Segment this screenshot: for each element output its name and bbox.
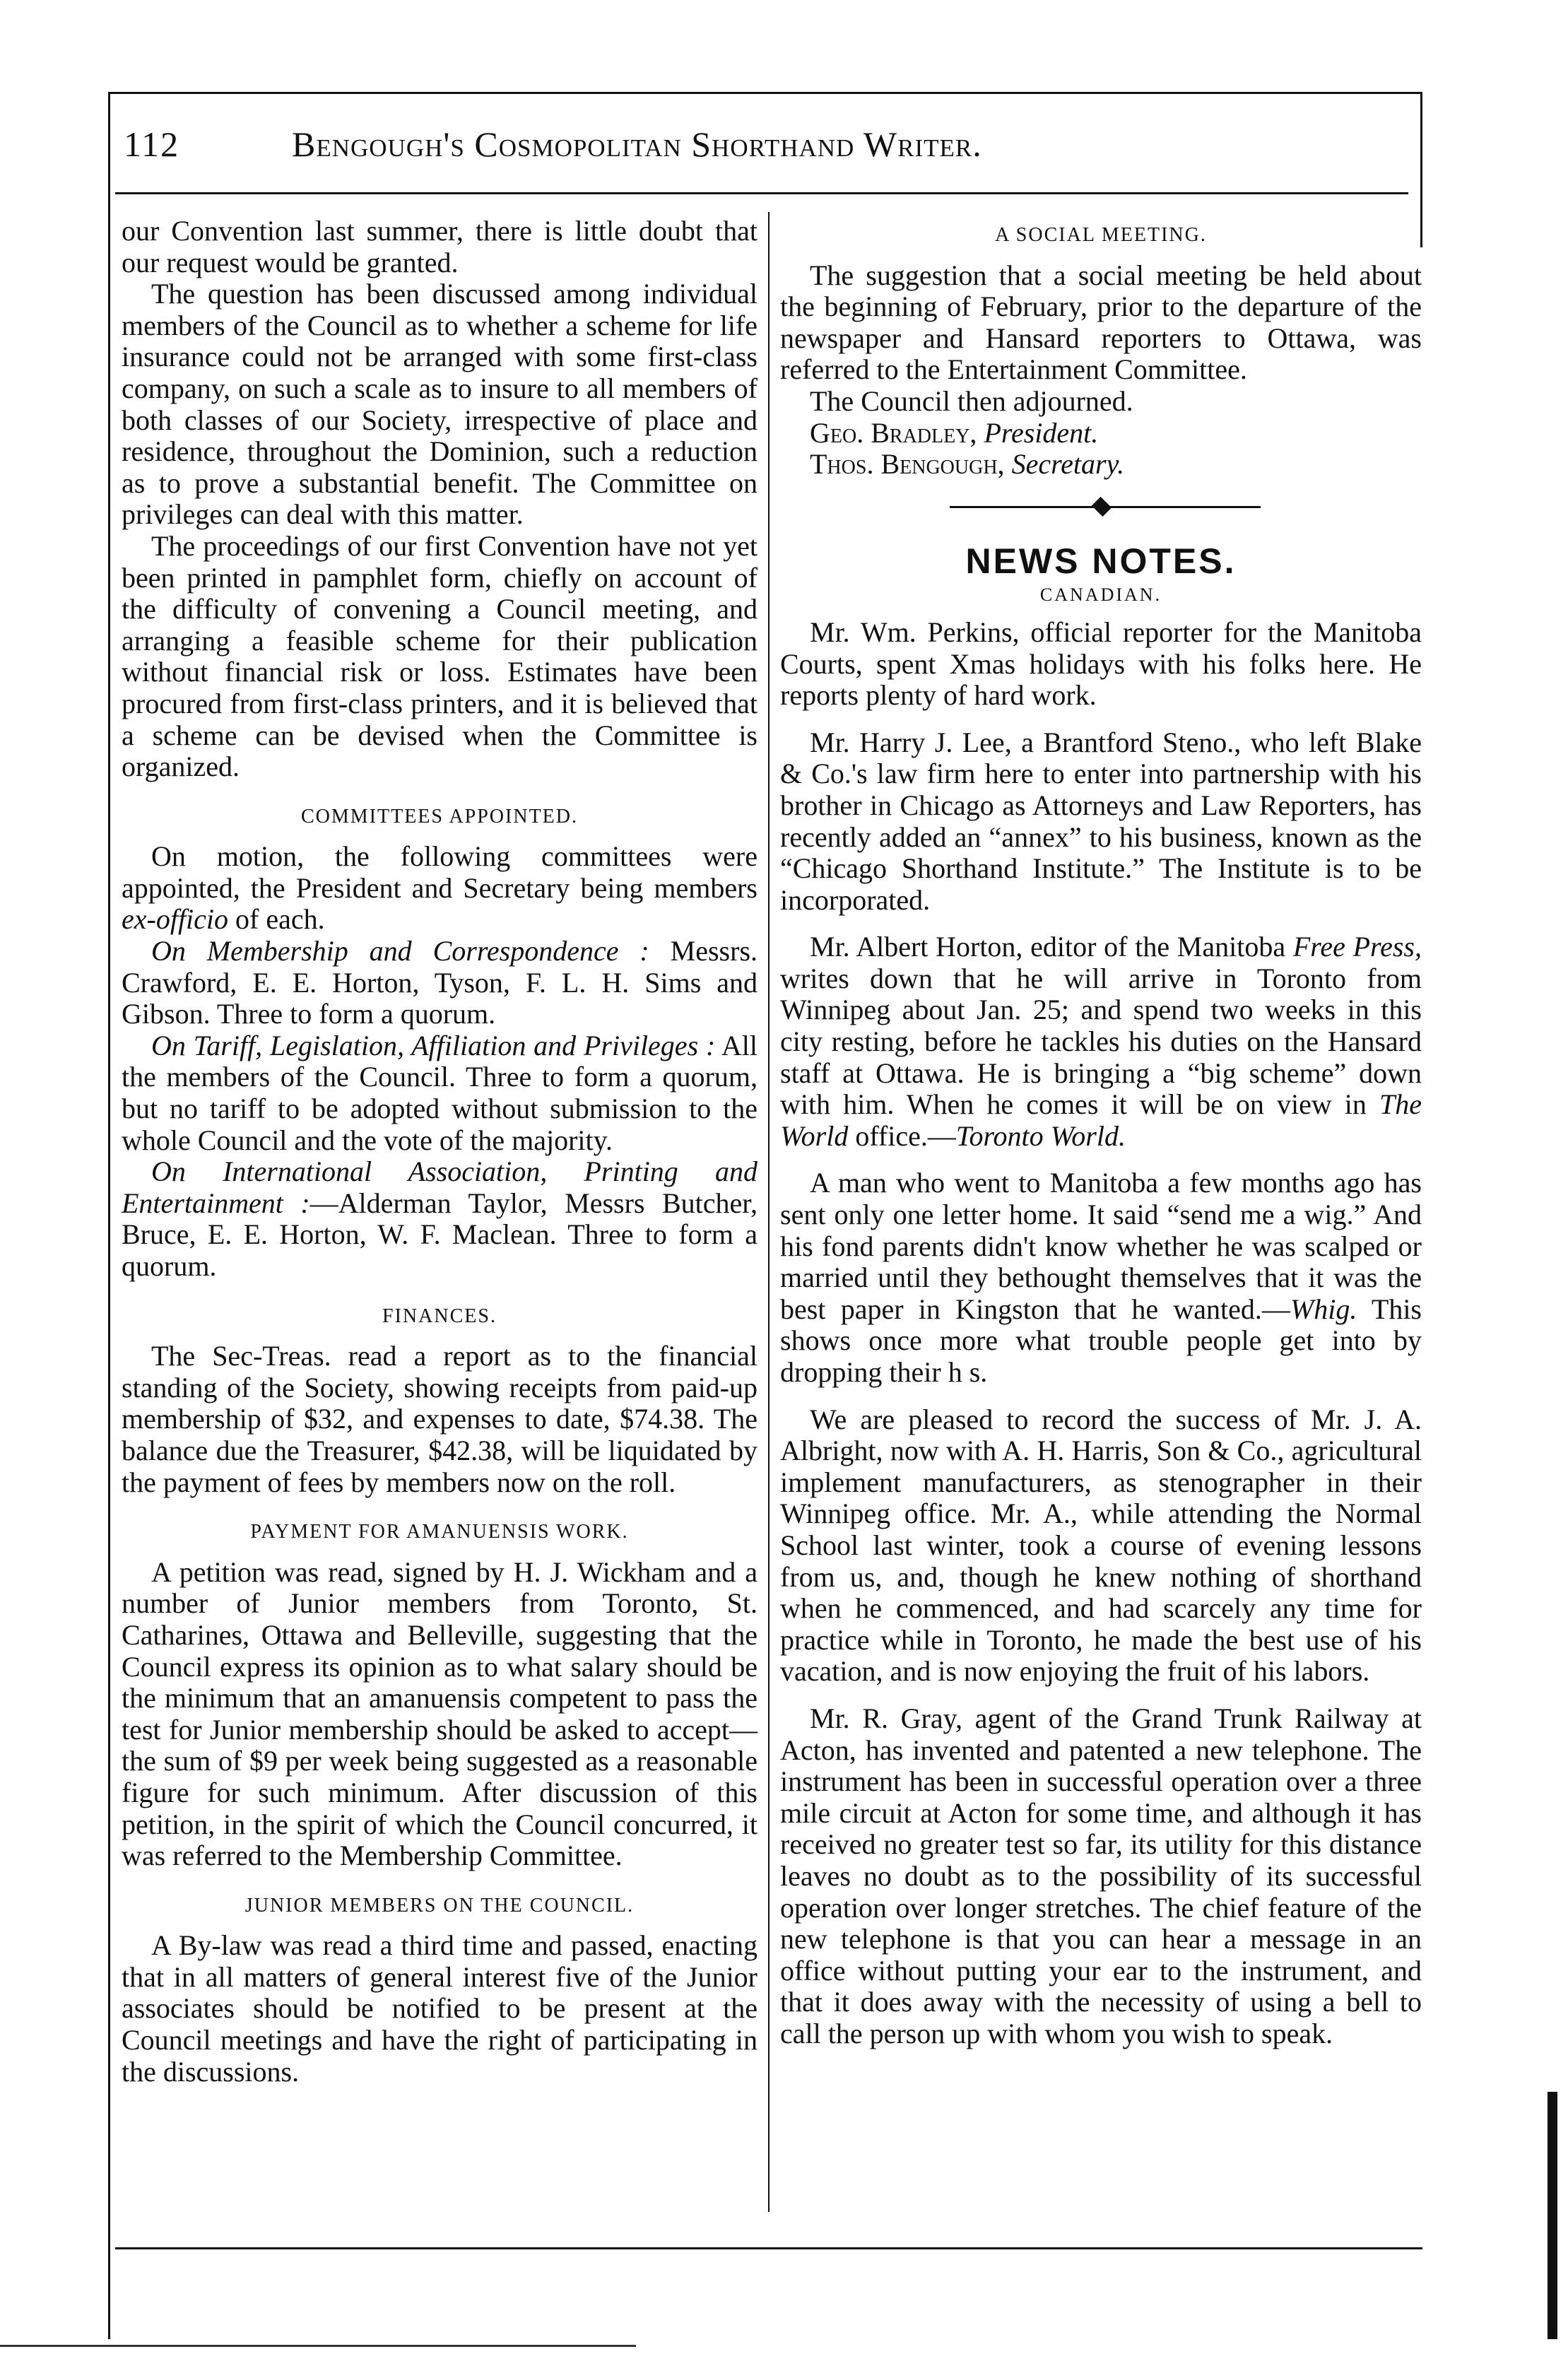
paragraph: On Tariff, Legislation, Affiliation and Privileges : All the members of the Council. Three to form a quorum, but no tariff to be adopted without submission to the whole Council and the vote of the majority. (122, 1029, 758, 1156)
paragraph: The proceedings of our first Convention have not yet been printed in pamphlet form, chiefly on account of the difficulty of convening a Council meeting, and arranging a feasible scheme for their publication without financial risk or loss. Estimates have been procured from first-class printers, and it is believed that a scheme can be devised when the Committee is organized. (122, 529, 758, 783)
bottom-dash-line (0, 2345, 636, 2347)
header-rule (115, 192, 1408, 194)
section-heading-social: A SOCIAL MEETING. (995, 224, 1207, 246)
signature-president: Geo. Bradley, President. (810, 416, 1099, 449)
running-title: Bengough's Cosmopolitan Shorthand Writer. (292, 124, 982, 164)
news-item: Mr. Harry J. Lee, a Brantford Steno., who left Blake & Co.'s law firm here to enter into partnership with his brother in Chicago as Attorneys and Law Reporters, has recently added an “annex” to his business, known as the “Chicago Shorthand Institute.” The Institute is to be incorporated. (780, 726, 1422, 916)
left-column (122, 216, 758, 2088)
page-header (108, 124, 1420, 180)
signature-secretary: Thos. Bengough, Secretary. (810, 448, 1125, 481)
news-item: Mr. Wm. Perkins, official reporter for the Manitoba Courts, spent Xmas holidays with his folks here. He reports plenty of hard work. (780, 616, 1422, 712)
section-heading-committees: COMMITTEES APPOINTED. (300, 805, 578, 828)
news-subtitle: CANADIAN. (1039, 584, 1162, 606)
paragraph: On International Association, Printing and Entertainment :—Alderman Taylor, Messrs Butcher, Bruce, E. E. Horton, W. F. Maclean. Three to form a quorum. (122, 1155, 758, 1282)
paragraph: On Membership and Correspondence : Messrs. Crawford, E. E. Horton, Tyson, F. L. H. Sims and Gibson. Three to form a quorum. (122, 935, 758, 1030)
bottom-rule (115, 2247, 1422, 2249)
paragraph: On motion, the following committees were appointed, the President and Secretary being members ex-officio of each. (122, 840, 758, 936)
paragraph: our Convention last summer, there is little doubt that our request would be granted. (122, 215, 758, 278)
section-heading-finances: FINANCES. (382, 1305, 497, 1327)
news-item: Mr. R. Gray, agent of the Grand Trunk Railway at Acton, has invented and patented a new telephone. The instrument has been in successful operation over a three mile circuit at Acton for some time, and although it has received no greater test so far, its utility for this distance leaves no doubt as to the possibility of its successful operation over longer stretches. The chief feature of the new telephone is that you can hear a message in an office without putting your ear to the instrument, and that it does away with the necessity of using a bell to call the person up with whom you wish to speak. (780, 1702, 1422, 2049)
ornament-divider (780, 488, 1422, 527)
news-item: Mr. Albert Horton, editor of the Manitoba Free Press, writes down that he will arrive in Toronto from Winnipeg about Jan. 25; and spend two weeks in this city resting, before he tackles his duties on the Hansard staff at Ottawa. He is bringing a “big scheme” down with him. When he comes it will be on view in The World office.—Toronto World. (780, 931, 1422, 1152)
page-frame-left (108, 92, 110, 2339)
paragraph: The Council then adjourned. (810, 384, 1133, 417)
column-divider (768, 212, 770, 2212)
paragraph: The question has been discussed among individual members of the Council as to whether a scheme for life insurance could not be arranged with some first-class company, on such a scale as to insure to all members of both classes of our Society, irrespective of place and residence, throughout the Dominion, such a reduction as to prove a substantial benefit. The Committee on privileges can deal with this matter. (122, 278, 758, 531)
section-heading-payment: PAYMENT FOR AMANUENSIS WORK. (250, 1521, 629, 1543)
page-frame-top (108, 92, 1422, 94)
right-column (780, 216, 1422, 2049)
paragraph: The suggestion that a social meeting be held about the beginning of February, prior to the departure of the newspaper and Hansard reporters to Ottawa, was referred to the Entertainment Committee. (780, 259, 1422, 386)
news-item: A man who went to Manitoba a few months ago has sent only one letter home. It said “send me a wig.” And his fond parents didn't know whether he was scalped or married until they bethought themselves that it was the best paper in Kingston that he wanted.—Whig. This shows once more what trouble people get into by dropping their h s. (780, 1167, 1422, 1388)
section-heading-junior: JUNIOR MEMBERS ON THE COUNCIL. (244, 1894, 635, 1917)
news-notes-title: NEWS NOTES. (965, 541, 1237, 581)
paragraph: A By-law was read a third time and passed, enacting that in all matters of general interest five of the Junior associates should be notified to be present at the Council meetings and have the right of participating in the discussions. (122, 1929, 758, 2088)
page-number: 112 (124, 124, 180, 164)
binding-edge-mark (1548, 2092, 1557, 2339)
paragraph: A petition was read, signed by H. J. Wickham and a number of Junior members from Toronto, St. Catharines, Ottawa and Belleville, suggesting that the Council express its opinion as to what salary should be the minimum that an amanuensis competent to pass the test for Junior membership should be asked to accept—the sum of $9 per week being suggested as a reasonable figure for such minimum. After discussion of this petition, in the spirit of which the Council concurred, it was referred to the Membership Committee. (122, 1555, 758, 1872)
paragraph: The Sec-Treas. read a report as to the financial standing of the Society, showing receipts from paid-up membership of $32, and expenses to date, $74.38. The balance due the Treasurer, $42.38, will be liquidated by the payment of fees by members now on the roll. (122, 1340, 758, 1498)
news-item: We are pleased to record the success of Mr. J. A. Albright, now with A. H. Harris, Son & Co., agricultural implement manufacturers, as stenographer in their Winnipeg office. Mr. A., while attending the Normal School last winter, took a course of evening lessons from us, and, though he knew nothing of shorthand when he commenced, and had scarcely any time for practice while in Toronto, he made the best use of his vacation, and is now enjoying the fruit of his labors. (780, 1403, 1422, 1688)
